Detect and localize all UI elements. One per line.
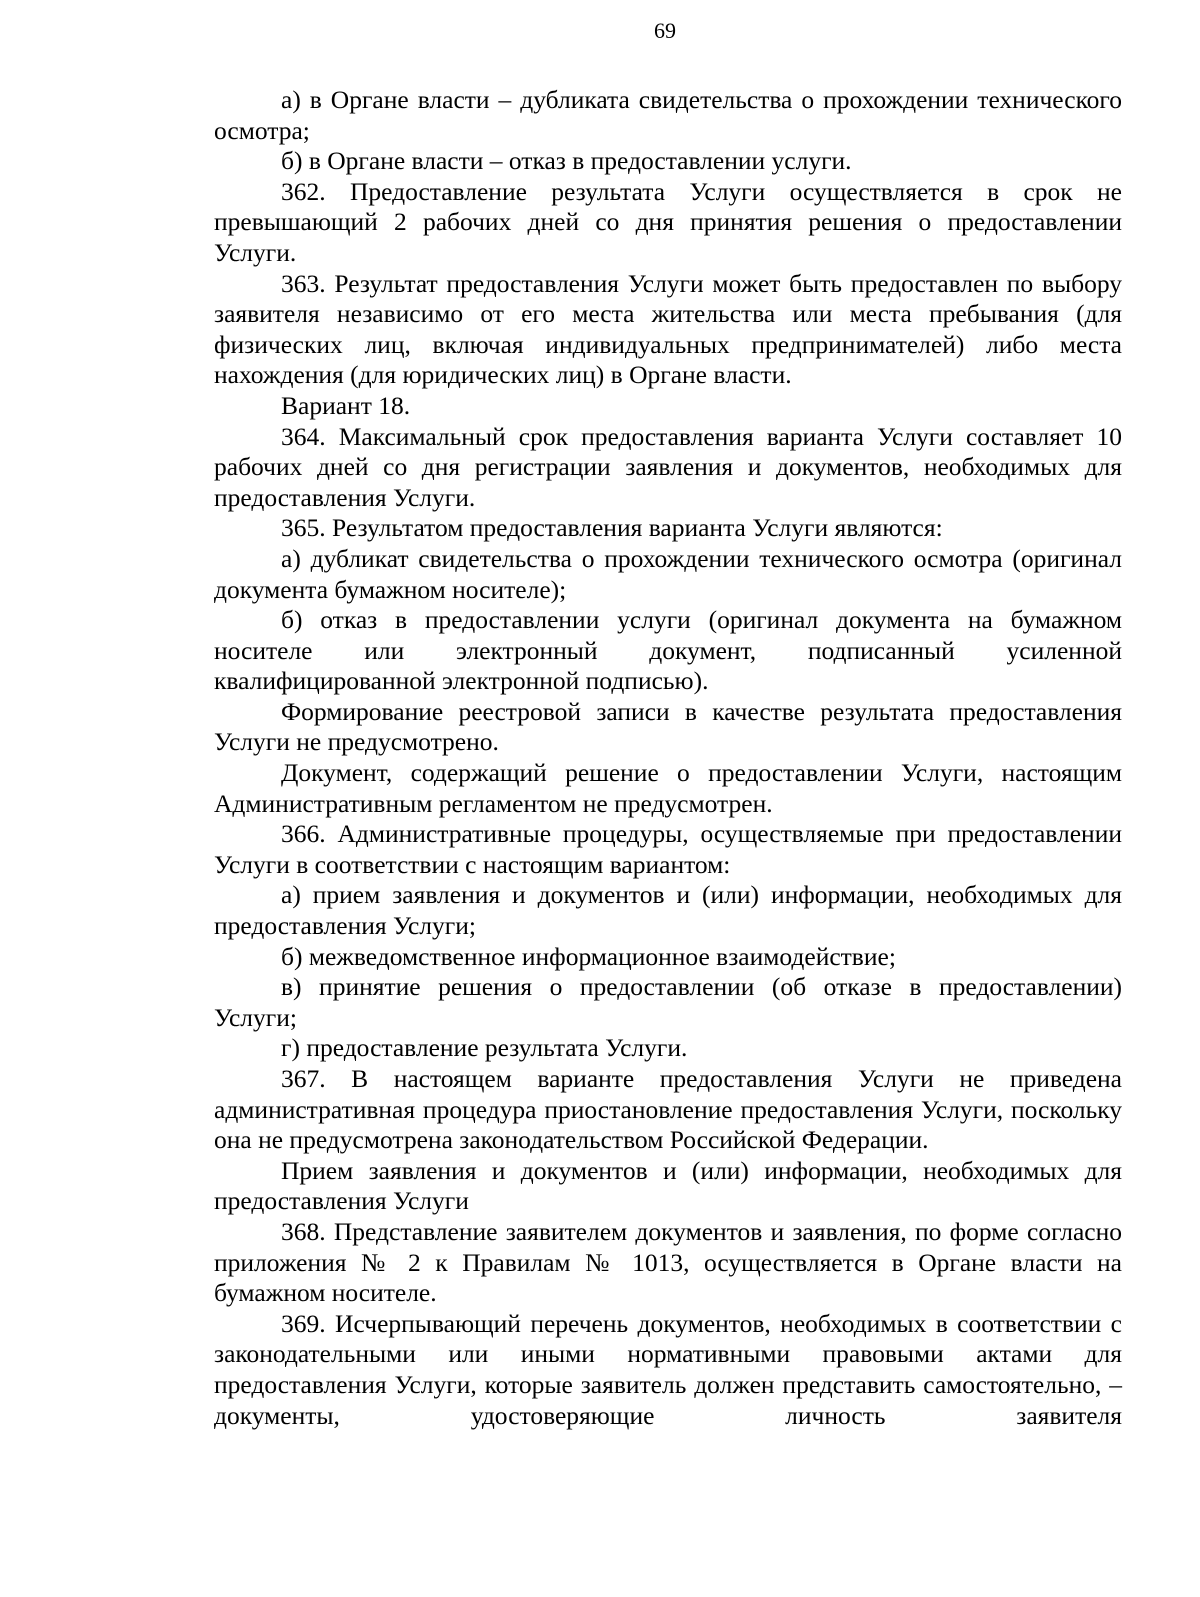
page-number: 69 xyxy=(654,18,676,43)
paragraph-decision-document: Документ, содержащий решение о предоставлении Услуги, настоящим Административным регламентом не предусмотрен. xyxy=(214,758,1122,818)
paragraph-366: 366. Административные процедуры, осуществляемые при предоставлении Услуги в соответствии с настоящим вариантом: xyxy=(214,819,1122,879)
paragraph-365: 365. Результатом предоставления варианта Услуги являются: xyxy=(281,513,943,543)
paragraph-366-b: б) межведомственное информационное взаимодействие; xyxy=(281,941,896,971)
paragraph-366-v: в) принятие решения о предоставлении (об отказе в предоставлении) Услуги; xyxy=(214,972,1122,1032)
paragraph-363: 363. Результат предоставления Услуги может быть предоставлен по выбору заявителя независимо от его места жительства или места пребывания (для физических лиц, включая индивидуальных предпринимателей) либо места нахождения (для юридических лиц) в Органе власти. xyxy=(214,268,1122,390)
paragraph-1: а) в Органе власти – дубликата свидетельства о прохождении технического осмотра; xyxy=(214,85,1122,145)
paragraph-369: 369. Исчерпывающий перечень документов, необходимых в соответствии с законодательными или иными нормативными правовыми актами для предоставления Услуги, которые заявитель должен представить самостоятельно, – документы, удостоверяющие личность заявителя xyxy=(214,1308,1122,1430)
paragraph-364: 364. Максимальный срок предоставления варианта Услуги составляет 10 рабочих дней со дня регистрации заявления и документов, необходимых для предоставления Услуги. xyxy=(214,421,1122,512)
paragraph-registry: Формирование реестровой записи в качестве результата предоставления Услуги не предусмотрено. xyxy=(214,696,1122,757)
paragraph-366-g: г) предоставление результата Услуги. xyxy=(281,1033,688,1063)
paragraph-2: б) в Органе власти – отказ в предоставлении услуги. xyxy=(281,146,852,176)
document-body xyxy=(214,85,1122,1431)
paragraph-365-b: б) отказ в предоставлении услуги (оригинал документа на бумажном носителе или электронный документ, подписанный усиленной квалифицированной электронной подписью). xyxy=(214,605,1122,696)
variant-heading: Вариант 18. xyxy=(281,390,411,420)
paragraph-368: 368. Представление заявителем документов и заявления, по форме согласно приложения № 2 к Правилам № 1013, осуществляется в Органе власти на бумажном носителе. xyxy=(214,1216,1122,1308)
paragraph-365-a: а) дубликат свидетельства о прохождении технического осмотра (оригинал документа бумажном носителе); xyxy=(214,543,1122,604)
paragraph-366-a: а) прием заявления и документов и (или) информации, необходимых для предоставления Услуги; xyxy=(214,880,1122,941)
section-heading: Прием заявления и документов и (или) информации, необходимых для предоставления Услуги xyxy=(214,1155,1122,1216)
paragraph-367: 367. В настоящем варианте предоставления Услуги не приведена административная процедура приостановление предоставления Услуги, поскольку она не предусмотрена законодательством Российской Федерации. xyxy=(214,1064,1122,1155)
paragraph-362: 362. Предоставление результата Услуги осуществляется в срок не превышающий 2 рабочих дней со дня принятия решения о предоставлении Услуги. xyxy=(214,176,1122,267)
